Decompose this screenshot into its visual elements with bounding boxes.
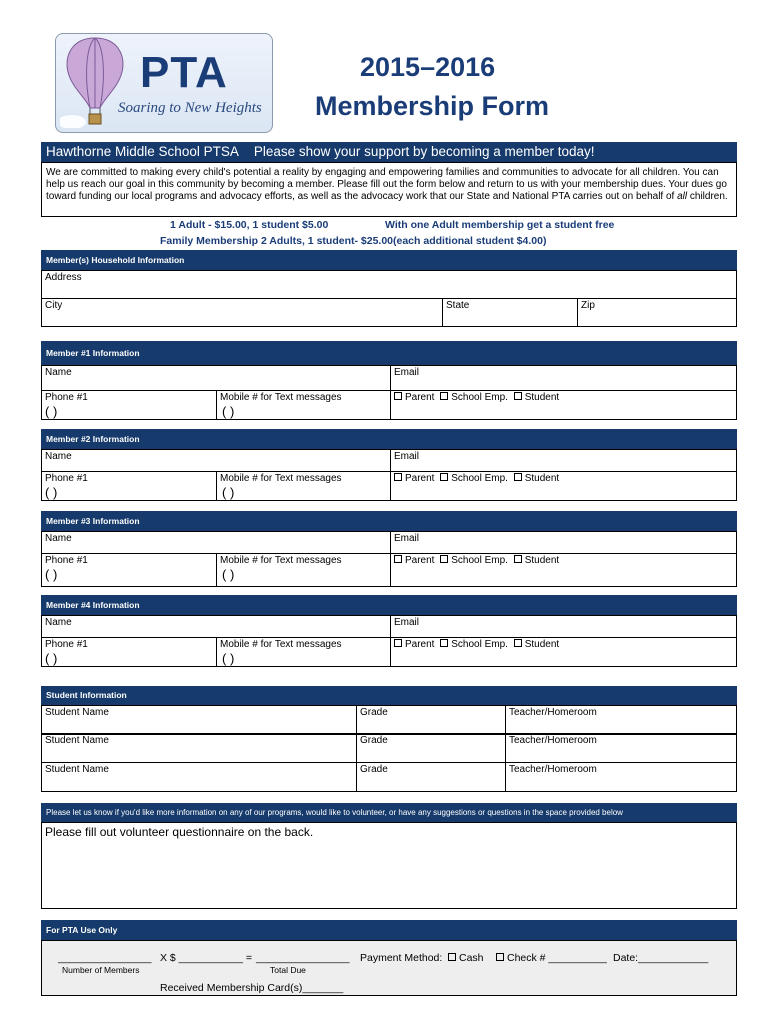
checkbox-icon — [440, 639, 448, 647]
state-label: State — [446, 300, 470, 311]
student-label: Student — [524, 473, 560, 484]
payment-method-label: Payment Method: — [360, 952, 443, 964]
cash-label: Cash — [459, 952, 484, 964]
member-role-field — [390, 637, 737, 667]
teacher-label: Teacher/Homeroom — [509, 735, 597, 746]
city-field[interactable] — [41, 298, 443, 327]
banner — [41, 142, 737, 162]
area-code-parens: ( ) — [45, 651, 58, 666]
intro-body: We are committed to making every child's potential a reality by engaging and empowering families and communities to advocate for all children. You can help us reach our goal in this community by becoming a member. Please fill out the form below and return to us with your membership dues. Your dues go toward funding our local programs and advocacy efforts, as well as the advocacy work that our State and National PTA carries out on behalf of — [46, 167, 727, 202]
checkbox-icon — [394, 639, 402, 647]
intro-tail: children. — [687, 191, 728, 202]
area-code-parens: ( ) — [45, 485, 58, 500]
member-role-field — [390, 390, 737, 420]
email-label: Email — [394, 617, 420, 628]
members-blank[interactable]: ________________ — [58, 952, 152, 964]
email-label: Email — [394, 367, 420, 378]
school-emp-option[interactable] — [440, 555, 508, 566]
member-mobile-field[interactable] — [216, 390, 391, 420]
grade-label: Grade — [360, 735, 388, 746]
amount-blank[interactable]: X $ ___________ = — [160, 952, 252, 964]
zip-label: Zip — [581, 300, 595, 311]
parent-option[interactable] — [394, 639, 434, 650]
student-header: Student Information — [41, 686, 737, 705]
checkbox-icon — [440, 473, 448, 481]
state-field[interactable] — [442, 298, 578, 327]
phone-label: Phone #1 — [45, 555, 88, 566]
name-label: Name — [45, 533, 72, 544]
intro-text — [41, 162, 737, 217]
intro-emphasis: all — [677, 191, 688, 202]
pta-use-header: For PTA Use Only — [41, 920, 737, 940]
area-code-parens: ( ) — [45, 404, 58, 419]
pricing-line-1: 1 Adult - $15.00, 1 student $5.00 — [170, 219, 329, 231]
parent-label: Parent — [405, 639, 435, 650]
member-phone-field[interactable] — [41, 553, 217, 587]
student-name-field[interactable] — [41, 733, 357, 763]
checkbox-icon — [514, 639, 522, 647]
number-of-members-label: Number of Members — [62, 965, 140, 975]
student-grade-field[interactable] — [356, 733, 506, 763]
pricing-line-2: Family Membership 2 Adults, 1 student- $25.00(each additional student $4.00) — [160, 235, 547, 247]
email-label: Email — [394, 533, 420, 544]
parent-label: Parent — [405, 473, 435, 484]
cash-option[interactable] — [448, 952, 484, 964]
mobile-label: Mobile # for Text messages — [220, 392, 342, 403]
received-card-blank[interactable]: Received Membership Card(s)_______ — [160, 982, 344, 994]
pricing-promo: With one Adult membership get a student free — [385, 219, 615, 231]
phone-label: Phone #1 — [45, 639, 88, 650]
mobile-label: Mobile # for Text messages — [220, 473, 342, 484]
member-phone-field[interactable] — [41, 637, 217, 667]
parent-label: Parent — [405, 555, 435, 566]
pta-logo — [55, 33, 273, 133]
school-emp-label: School Emp. — [451, 473, 508, 484]
student-option[interactable] — [514, 473, 559, 484]
school-emp-option[interactable] — [440, 639, 508, 650]
member-name-field[interactable] — [41, 615, 391, 638]
member-header: Member #1 Information — [41, 341, 737, 365]
logo-text: PTA — [140, 48, 228, 97]
check-option[interactable] — [496, 952, 607, 964]
grade-label: Grade — [360, 707, 388, 718]
school-name: Hawthorne Middle School PTSA — [46, 144, 239, 159]
parent-option[interactable] — [394, 473, 434, 484]
total-due-label: Total Due — [270, 965, 306, 975]
checkbox-icon — [440, 392, 448, 400]
school-emp-label: School Emp. — [451, 555, 508, 566]
area-code-parens: ( ) — [222, 404, 235, 419]
checkbox-icon — [514, 392, 522, 400]
student-teacher-field[interactable] — [505, 762, 737, 792]
logo-tagline: Soaring to New Heights — [118, 100, 262, 116]
checkbox-icon — [496, 953, 504, 961]
grade-label: Grade — [360, 764, 388, 775]
volunteer-note: Please fill out volunteer questionnaire on the back. — [45, 825, 314, 839]
member-email-field[interactable] — [390, 615, 737, 638]
member-name-field[interactable] — [41, 365, 391, 391]
student-label: Student — [524, 639, 560, 650]
area-code-parens: ( ) — [222, 651, 235, 666]
student-name-label: Student Name — [45, 707, 109, 718]
student-option[interactable] — [514, 392, 559, 403]
student-teacher-field[interactable] — [505, 733, 737, 763]
teacher-label: Teacher/Homeroom — [509, 764, 597, 775]
parent-option[interactable] — [394, 392, 434, 403]
student-label: Student — [524, 392, 560, 403]
member-header: Member #3 Information — [41, 511, 737, 531]
member-phone-field[interactable] — [41, 471, 217, 501]
pta-use-panel — [41, 940, 737, 996]
student-option[interactable] — [514, 555, 559, 566]
school-emp-option[interactable] — [440, 473, 508, 484]
mobile-label: Mobile # for Text messages — [220, 639, 342, 650]
name-label: Name — [45, 617, 72, 628]
student-teacher-field[interactable] — [505, 705, 737, 735]
member-name-field[interactable] — [41, 449, 391, 472]
mobile-label: Mobile # for Text messages — [220, 555, 342, 566]
member-role-field — [390, 471, 737, 501]
area-code-parens: ( ) — [222, 485, 235, 500]
student-option[interactable] — [514, 639, 559, 650]
volunteer-header: Please let us know if you'd like more information on any of our programs, would like to volunteer, or have any suggestions or questions in the space provided below — [41, 803, 737, 822]
member-header: Member #4 Information — [41, 595, 737, 615]
total-blank[interactable]: ________________ — [256, 952, 350, 964]
banner-slogan: Please show your support by becoming a member today! — [253, 144, 595, 159]
member-mobile-field[interactable] — [216, 553, 391, 587]
date-blank[interactable]: Date:____________ — [613, 952, 709, 964]
volunteer-textarea[interactable] — [41, 822, 737, 909]
name-label: Name — [45, 367, 72, 378]
member-email-field[interactable] — [390, 449, 737, 472]
form-year: 2015–2016 — [360, 52, 496, 82]
student-name-field[interactable] — [41, 762, 357, 792]
form-title: Membership Form — [315, 91, 550, 121]
phone-label: Phone #1 — [45, 392, 88, 403]
student-grade-field[interactable] — [356, 762, 506, 792]
student-name-label: Student Name — [45, 735, 109, 746]
checkbox-icon — [514, 473, 522, 481]
checkbox-icon — [394, 392, 402, 400]
area-code-parens: ( ) — [222, 567, 235, 582]
address-field[interactable] — [41, 270, 737, 299]
household-header: Member(s) Household Information — [41, 250, 737, 270]
city-label: City — [45, 300, 63, 311]
checkbox-icon — [514, 555, 522, 563]
parent-label: Parent — [405, 392, 435, 403]
email-label: Email — [394, 451, 420, 462]
member-email-field[interactable] — [390, 365, 737, 391]
student-name-field[interactable] — [41, 705, 357, 735]
school-emp-option[interactable] — [440, 392, 508, 403]
student-name-label: Student Name — [45, 764, 109, 775]
student-grade-field[interactable] — [356, 705, 506, 735]
member-mobile-field[interactable] — [216, 637, 391, 667]
teacher-label: Teacher/Homeroom — [509, 707, 597, 718]
school-emp-label: School Emp. — [451, 392, 508, 403]
member-phone-field[interactable] — [41, 390, 217, 420]
checkbox-icon — [448, 953, 456, 961]
address-label: Address — [45, 272, 82, 283]
check-label: Check # __________ — [507, 952, 607, 964]
checkbox-icon — [394, 555, 402, 563]
name-label: Name — [45, 451, 72, 462]
school-emp-label: School Emp. — [451, 639, 508, 650]
checkbox-icon — [440, 555, 448, 563]
member-email-field[interactable] — [390, 531, 737, 554]
member-mobile-field[interactable] — [216, 471, 391, 501]
member-header: Member #2 Information — [41, 429, 737, 449]
area-code-parens: ( ) — [45, 567, 58, 582]
checkbox-icon — [394, 473, 402, 481]
phone-label: Phone #1 — [45, 473, 88, 484]
student-label: Student — [524, 555, 560, 566]
parent-option[interactable] — [394, 555, 434, 566]
member-role-field — [390, 553, 737, 587]
zip-field[interactable] — [577, 298, 737, 327]
member-name-field[interactable] — [41, 531, 391, 554]
